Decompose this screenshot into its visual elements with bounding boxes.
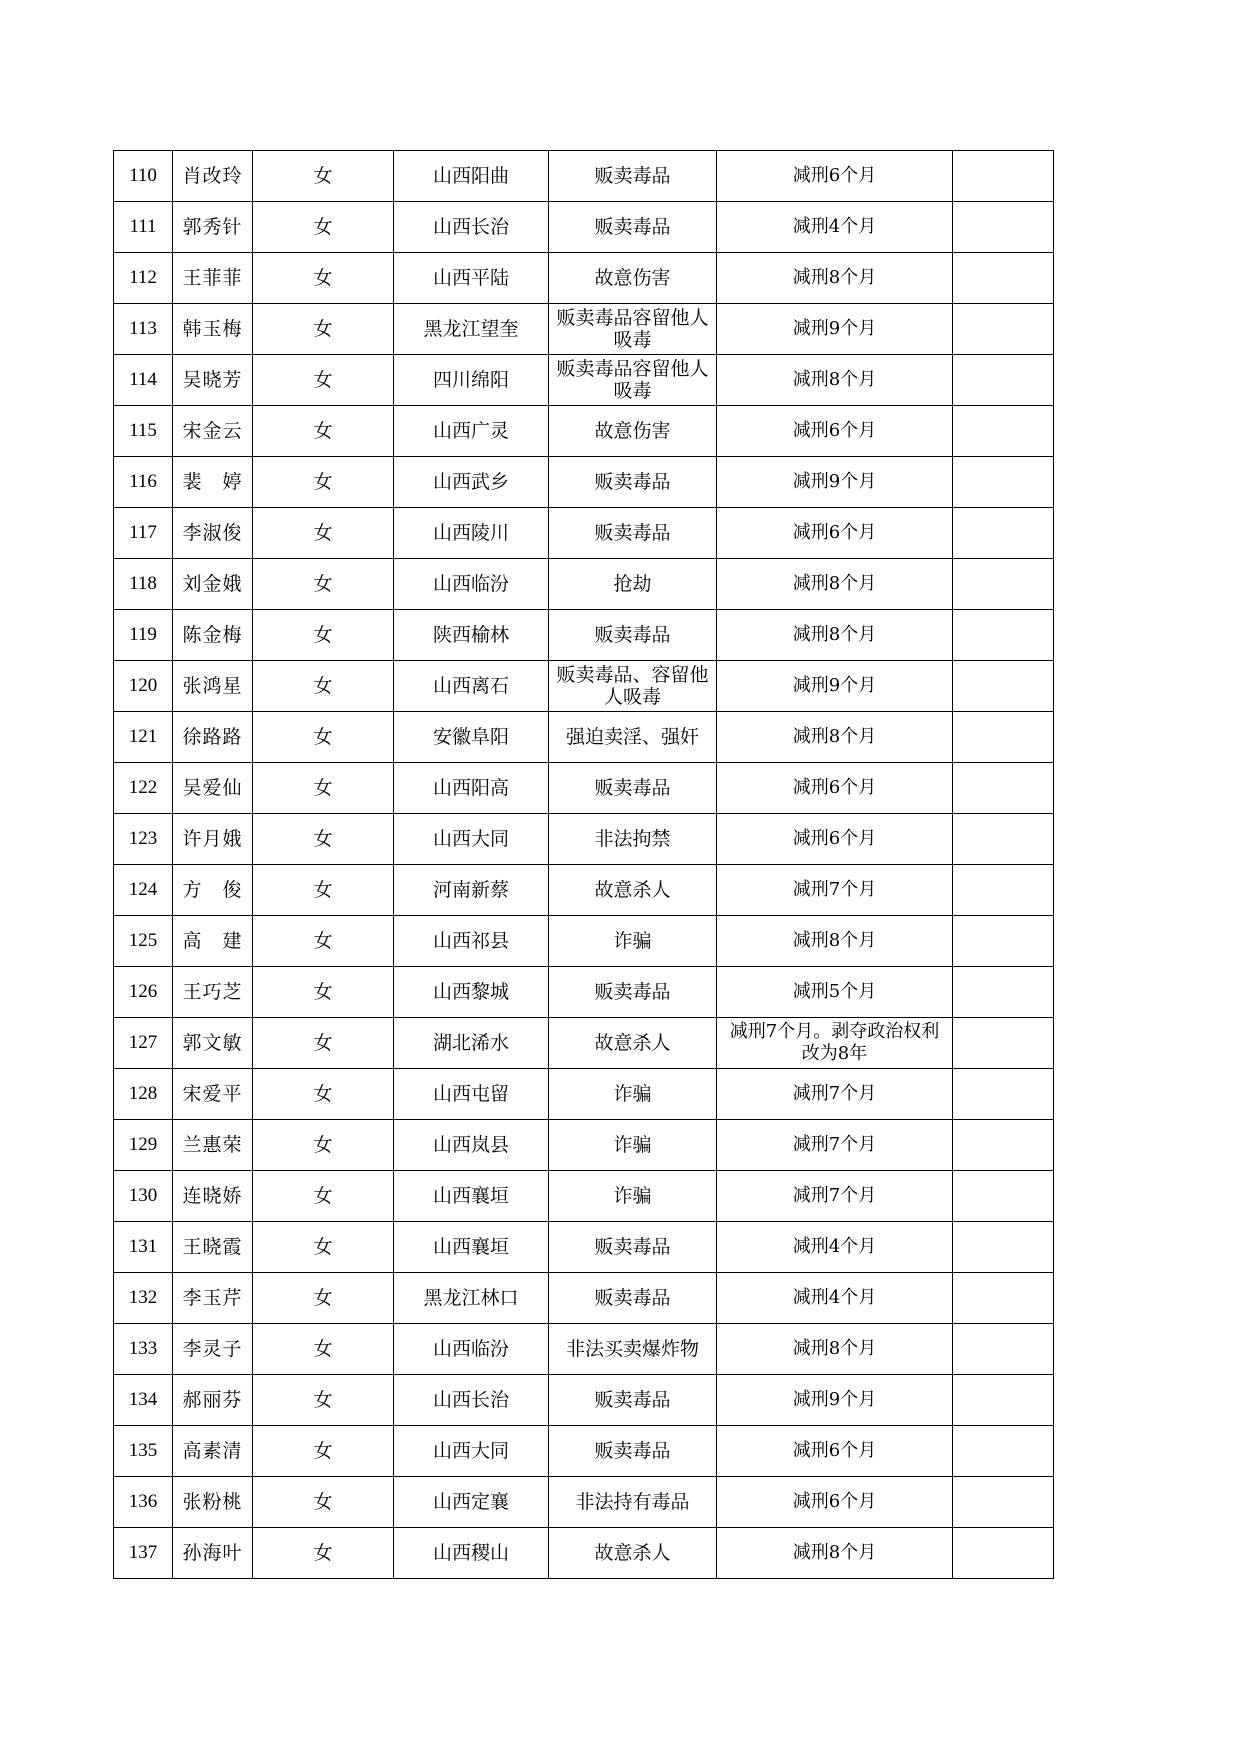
table-body: [114, 151, 1054, 1579]
note-cell: [953, 1426, 1054, 1477]
row-number-cell: 132: [114, 1273, 173, 1324]
origin-cell: 山西岚县: [394, 1120, 549, 1171]
gender-cell: 女: [253, 457, 394, 508]
origin-cell: 陕西榆林: [394, 610, 549, 661]
crime-cell: 故意杀人: [549, 865, 717, 916]
gender-cell: 女: [253, 916, 394, 967]
name-cell: 王巧芝: [173, 967, 253, 1018]
crime-cell: 贩卖毒品: [549, 202, 717, 253]
crime-cell: 诈骗: [549, 1171, 717, 1222]
row-number-cell: 137: [114, 1528, 173, 1579]
result-cell: 减刑6个月: [717, 763, 953, 814]
result-cell: 减刑4个月: [717, 1222, 953, 1273]
name-cell: 韩玉梅: [173, 304, 253, 355]
row-number-cell: 131: [114, 1222, 173, 1273]
crime-cell: 非法拘禁: [549, 814, 717, 865]
row-number-cell: 112: [114, 253, 173, 304]
crime-cell: 诈骗: [549, 1120, 717, 1171]
result-cell: 减刑9个月: [717, 304, 953, 355]
origin-cell: 山西广灵: [394, 406, 549, 457]
table-row: [114, 253, 1054, 304]
result-cell: 减刑7个月: [717, 1120, 953, 1171]
name-cell: 李玉芹: [173, 1273, 253, 1324]
note-cell: [953, 712, 1054, 763]
gender-cell: 女: [253, 1069, 394, 1120]
crime-cell: 贩卖毒品: [549, 457, 717, 508]
name-cell: 肖改玲: [173, 151, 253, 202]
note-cell: [953, 1018, 1054, 1069]
row-number-cell: 118: [114, 559, 173, 610]
origin-cell: 山西大同: [394, 1426, 549, 1477]
gender-cell: 女: [253, 712, 394, 763]
origin-cell: 山西平陆: [394, 253, 549, 304]
result-cell: 减刑4个月: [717, 202, 953, 253]
crime-cell: 诈骗: [549, 916, 717, 967]
origin-cell: 山西祁县: [394, 916, 549, 967]
table-row: [114, 865, 1054, 916]
note-cell: [953, 1477, 1054, 1528]
gender-cell: 女: [253, 1528, 394, 1579]
row-number-cell: 120: [114, 661, 173, 712]
result-cell: 减刑6个月: [717, 508, 953, 559]
crime-cell: 贩卖毒品容留他人吸毒: [549, 304, 717, 355]
name-cell: 李淑俊: [173, 508, 253, 559]
table-row: [114, 406, 1054, 457]
row-number-cell: 115: [114, 406, 173, 457]
name-cell: 高素清: [173, 1426, 253, 1477]
note-cell: [953, 763, 1054, 814]
table-row: [114, 151, 1054, 202]
origin-cell: 湖北浠水: [394, 1018, 549, 1069]
name-cell: 兰惠荣: [173, 1120, 253, 1171]
table-row: [114, 304, 1054, 355]
table-row: [114, 559, 1054, 610]
crime-cell: 非法买卖爆炸物: [549, 1324, 717, 1375]
crime-cell: 贩卖毒品: [549, 1273, 717, 1324]
result-cell: 减刑8个月: [717, 559, 953, 610]
note-cell: [953, 916, 1054, 967]
name-cell: 许月娥: [173, 814, 253, 865]
row-number-cell: 130: [114, 1171, 173, 1222]
result-cell: 减刑7个月: [717, 865, 953, 916]
origin-cell: 山西长治: [394, 1375, 549, 1426]
crime-cell: 非法持有毒品: [549, 1477, 717, 1528]
note-cell: [953, 1324, 1054, 1375]
gender-cell: 女: [253, 253, 394, 304]
gender-cell: 女: [253, 1375, 394, 1426]
row-number-cell: 117: [114, 508, 173, 559]
result-cell: 减刑4个月: [717, 1273, 953, 1324]
origin-cell: 山西离石: [394, 661, 549, 712]
table-row: [114, 610, 1054, 661]
origin-cell: 山西武乡: [394, 457, 549, 508]
name-cell: 刘金娥: [173, 559, 253, 610]
gender-cell: 女: [253, 1222, 394, 1273]
result-cell: 减刑8个月: [717, 1528, 953, 1579]
table-row: [114, 661, 1054, 712]
crime-cell: 贩卖毒品容留他人吸毒: [549, 355, 717, 406]
table-row: [114, 1069, 1054, 1120]
note-cell: [953, 202, 1054, 253]
crime-cell: 贩卖毒品: [549, 967, 717, 1018]
name-cell: 吴晓芳: [173, 355, 253, 406]
table-row: [114, 1222, 1054, 1273]
row-number-cell: 121: [114, 712, 173, 763]
note-cell: [953, 814, 1054, 865]
name-cell: 张粉桃: [173, 1477, 253, 1528]
gender-cell: 女: [253, 1426, 394, 1477]
origin-cell: 黑龙江望奎: [394, 304, 549, 355]
name-cell: 李灵子: [173, 1324, 253, 1375]
origin-cell: 山西长治: [394, 202, 549, 253]
gender-cell: 女: [253, 1171, 394, 1222]
note-cell: [953, 508, 1054, 559]
origin-cell: 山西屯留: [394, 1069, 549, 1120]
name-cell: 陈金梅: [173, 610, 253, 661]
gender-cell: 女: [253, 610, 394, 661]
result-cell: 减刑9个月: [717, 661, 953, 712]
row-number-cell: 122: [114, 763, 173, 814]
result-cell: 减刑6个月: [717, 406, 953, 457]
crime-cell: 贩卖毒品: [549, 610, 717, 661]
table-row: [114, 763, 1054, 814]
crime-cell: 诈骗: [549, 1069, 717, 1120]
crime-cell: 强迫卖淫、强奸: [549, 712, 717, 763]
table-row: [114, 1120, 1054, 1171]
name-cell: 王晓霞: [173, 1222, 253, 1273]
crime-cell: 贩卖毒品: [549, 1375, 717, 1426]
crime-cell: 故意杀人: [549, 1528, 717, 1579]
table-row: [114, 1324, 1054, 1375]
row-number-cell: 114: [114, 355, 173, 406]
row-number-cell: 116: [114, 457, 173, 508]
origin-cell: 山西定襄: [394, 1477, 549, 1528]
crime-cell: 故意杀人: [549, 1018, 717, 1069]
row-number-cell: 113: [114, 304, 173, 355]
name-cell: 孙海叶: [173, 1528, 253, 1579]
result-cell: 减刑7个月: [717, 1069, 953, 1120]
result-cell: 减刑9个月: [717, 1375, 953, 1426]
note-cell: [953, 457, 1054, 508]
result-cell: 减刑9个月: [717, 457, 953, 508]
row-number-cell: 126: [114, 967, 173, 1018]
row-number-cell: 134: [114, 1375, 173, 1426]
note-cell: [953, 967, 1054, 1018]
table-row: [114, 355, 1054, 406]
note-cell: [953, 355, 1054, 406]
note-cell: [953, 865, 1054, 916]
origin-cell: 山西临汾: [394, 559, 549, 610]
crime-cell: 抢劫: [549, 559, 717, 610]
origin-cell: 山西稷山: [394, 1528, 549, 1579]
note-cell: [953, 1120, 1054, 1171]
result-cell: 减刑6个月: [717, 151, 953, 202]
table-row: [114, 712, 1054, 763]
note-cell: [953, 151, 1054, 202]
result-cell: 减刑7个月: [717, 1171, 953, 1222]
note-cell: [953, 1069, 1054, 1120]
commutation-table: [113, 150, 1054, 1579]
name-cell: 裴 婷: [173, 457, 253, 508]
crime-cell: 贩卖毒品: [549, 508, 717, 559]
origin-cell: 山西临汾: [394, 1324, 549, 1375]
origin-cell: 山西陵川: [394, 508, 549, 559]
gender-cell: 女: [253, 814, 394, 865]
table-row: [114, 508, 1054, 559]
gender-cell: 女: [253, 151, 394, 202]
gender-cell: 女: [253, 304, 394, 355]
table-row: [114, 1273, 1054, 1324]
gender-cell: 女: [253, 661, 394, 712]
name-cell: 徐路路: [173, 712, 253, 763]
result-cell: 减刑8个月: [717, 610, 953, 661]
result-cell: 减刑8个月: [717, 712, 953, 763]
note-cell: [953, 1273, 1054, 1324]
name-cell: 郭秀针: [173, 202, 253, 253]
row-number-cell: 124: [114, 865, 173, 916]
table-row: [114, 1171, 1054, 1222]
origin-cell: 山西襄垣: [394, 1171, 549, 1222]
name-cell: 连晓娇: [173, 1171, 253, 1222]
row-number-cell: 111: [114, 202, 173, 253]
crime-cell: 故意伤害: [549, 406, 717, 457]
origin-cell: 四川绵阳: [394, 355, 549, 406]
result-cell: 减刑5个月: [717, 967, 953, 1018]
note-cell: [953, 559, 1054, 610]
table-row: [114, 1426, 1054, 1477]
result-cell: 减刑6个月: [717, 1477, 953, 1528]
result-cell: 减刑6个月: [717, 1426, 953, 1477]
gender-cell: 女: [253, 967, 394, 1018]
note-cell: [953, 1528, 1054, 1579]
gender-cell: 女: [253, 355, 394, 406]
origin-cell: 河南新蔡: [394, 865, 549, 916]
note-cell: [953, 610, 1054, 661]
gender-cell: 女: [253, 763, 394, 814]
result-cell: 减刑8个月: [717, 355, 953, 406]
origin-cell: 山西襄垣: [394, 1222, 549, 1273]
result-cell: 减刑6个月: [717, 814, 953, 865]
gender-cell: 女: [253, 1018, 394, 1069]
note-cell: [953, 1171, 1054, 1222]
name-cell: 高 建: [173, 916, 253, 967]
table-row: [114, 967, 1054, 1018]
table-row: [114, 1528, 1054, 1579]
gender-cell: 女: [253, 1477, 394, 1528]
table-row: [114, 916, 1054, 967]
name-cell: 张鸿星: [173, 661, 253, 712]
row-number-cell: 110: [114, 151, 173, 202]
name-cell: 郭文敏: [173, 1018, 253, 1069]
origin-cell: 安徽阜阳: [394, 712, 549, 763]
row-number-cell: 127: [114, 1018, 173, 1069]
name-cell: 吴爱仙: [173, 763, 253, 814]
gender-cell: 女: [253, 508, 394, 559]
row-number-cell: 123: [114, 814, 173, 865]
name-cell: 方 俊: [173, 865, 253, 916]
note-cell: [953, 1375, 1054, 1426]
sheet: [113, 150, 1054, 1579]
row-number-cell: 133: [114, 1324, 173, 1375]
row-number-cell: 128: [114, 1069, 173, 1120]
gender-cell: 女: [253, 1120, 394, 1171]
name-cell: 宋金云: [173, 406, 253, 457]
origin-cell: 山西大同: [394, 814, 549, 865]
note-cell: [953, 406, 1054, 457]
row-number-cell: 135: [114, 1426, 173, 1477]
origin-cell: 山西黎城: [394, 967, 549, 1018]
name-cell: 郝丽芬: [173, 1375, 253, 1426]
table-row: [114, 202, 1054, 253]
gender-cell: 女: [253, 1273, 394, 1324]
note-cell: [953, 253, 1054, 304]
note-cell: [953, 661, 1054, 712]
note-cell: [953, 1222, 1054, 1273]
crime-cell: 贩卖毒品、容留他人吸毒: [549, 661, 717, 712]
crime-cell: 故意伤害: [549, 253, 717, 304]
gender-cell: 女: [253, 865, 394, 916]
name-cell: 王菲菲: [173, 253, 253, 304]
gender-cell: 女: [253, 1324, 394, 1375]
name-cell: 宋爱平: [173, 1069, 253, 1120]
result-cell: 减刑8个月: [717, 253, 953, 304]
table-row: [114, 1375, 1054, 1426]
table-row: [114, 1477, 1054, 1528]
crime-cell: 贩卖毒品: [549, 1222, 717, 1273]
origin-cell: 山西阳曲: [394, 151, 549, 202]
gender-cell: 女: [253, 202, 394, 253]
crime-cell: 贩卖毒品: [549, 1426, 717, 1477]
crime-cell: 贩卖毒品: [549, 763, 717, 814]
result-cell: 减刑8个月: [717, 916, 953, 967]
origin-cell: 山西阳高: [394, 763, 549, 814]
result-cell: 减刑7个月。剥夺政治权利改为8年: [717, 1018, 953, 1069]
row-number-cell: 129: [114, 1120, 173, 1171]
row-number-cell: 136: [114, 1477, 173, 1528]
gender-cell: 女: [253, 559, 394, 610]
table-row: [114, 814, 1054, 865]
result-cell: 减刑8个月: [717, 1324, 953, 1375]
gender-cell: 女: [253, 406, 394, 457]
crime-cell: 贩卖毒品: [549, 151, 717, 202]
row-number-cell: 119: [114, 610, 173, 661]
origin-cell: 黑龙江林口: [394, 1273, 549, 1324]
table-row: [114, 1018, 1054, 1069]
row-number-cell: 125: [114, 916, 173, 967]
note-cell: [953, 304, 1054, 355]
table-row: [114, 457, 1054, 508]
